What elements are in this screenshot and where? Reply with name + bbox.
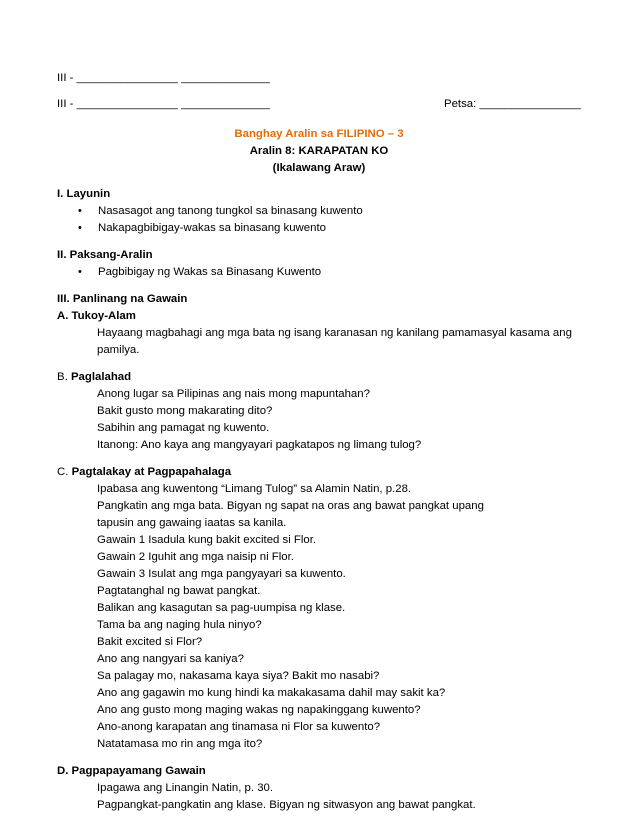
subsection-title: Pagtalakay at Pagpapahalaga [71,466,232,478]
text-line: Ano ang nangyari sa kaniya? [97,653,244,665]
text-line: Balikan ang kasagutan sa pag-uumpisa ng klase. [97,602,346,614]
text-line: Hayaang magbahagi ang mga bata ng isang karanasan ng kanilang pamamasyal kasama ang [97,327,572,339]
text-line: Gawain 3 Isulat ang mga pangyayari sa kuwento. [97,568,346,580]
text-line: Anong lugar sa Pilipinas ang nais mong mapuntahan? [97,388,370,400]
bullet-icon: • [78,222,82,234]
objective-item: Nakapagbibigay-wakas sa binasang kuwento [98,222,326,234]
text-line: tapusin ang gawaing iaatas sa kanila. [97,517,287,529]
text-line: Ano-anong karapatan ang tinamasa ni Flor sa kuwento? [97,721,381,733]
subsection-prefix: B. [57,371,71,383]
text-line: Sabihin ang pamagat ng kuwento. [97,422,270,434]
text-line: Gawain 1 Isadula kung bakit excited si Flor. [97,534,317,546]
header-grade-line: III - ________________ ______________ [57,98,270,110]
document-title: Banghay Aralin sa FILIPINO – 3 [234,128,404,140]
bullet-icon: • [78,266,82,278]
text-line: pamilya. [97,344,140,356]
text-line: Sa palagay mo, nakasama kaya siya? Bakit mo nasabi? [97,670,380,682]
text-line: Pagpangkat-pangkatin ang klase. Bigyan ng sitwasyon ang bawat pangkat. [97,799,476,811]
text-line: Tama ba ang naging hula ninyo? [97,619,262,631]
text-line: Bakit gusto mong makarating dito? [97,405,273,417]
lesson-day: (Ikalawang Araw) [272,162,366,174]
subsection-heading-pagpapayamang: D. Pagpapayamang Gawain [57,765,206,777]
text-line: Pangkatin ang mga bata. Bigyan ng sapat na oras ang bawat pangkat upang [97,500,484,512]
objective-item: Nasasagot ang tanong tungkol sa binasang kuwento [98,205,363,217]
header-name-line: III - ________________ ______________ [57,72,270,84]
section-heading-panlinang: III. Panlinang na Gawain [57,293,188,305]
text-line: Gawain 2 Iguhit ang mga naisip ni Flor. [97,551,294,563]
subject-item: Pagbibigay ng Wakas sa Binasang Kuwento [98,266,322,278]
subsection-heading-paglalahad [57,370,131,384]
lesson-title: Aralin 8: KARAPATAN KO [249,145,389,157]
bullet-icon: • [78,205,82,217]
text-line: Natatamasa mo rin ang mga ito? [97,738,263,750]
text-line: Ipagawa ang Linangin Natin, p. 30. [97,782,274,794]
section-heading-paksang-aralin: II. Paksang-Aralin [57,249,153,261]
section-heading-layunin: I. Layunin [57,188,111,200]
text-line: Itanong: Ano kaya ang mangyayari pagkatapos ng limang tulog? [97,439,422,451]
text-line: Bakit excited si Flor? [97,636,203,648]
subsection-prefix: C. [57,466,72,478]
subsection-title: Paglalahad [70,371,132,383]
subsection-heading-tukoy-alam: A. Tukoy-Alam [57,310,136,322]
text-line: Ano ang gusto mong maging wakas ng napakinggang kuwento? [97,704,421,716]
text-line: Ano ang gagawin mo kung hindi ka makakasama dahil may sakit ka? [97,687,446,699]
text-line: Pagtatanghal ng bawat pangkat. [97,585,261,597]
text-line: Ipabasa ang kuwentong “Limang Tulog” sa Alamin Natin, p.28. [97,483,412,495]
date-field: Petsa: ________________ [444,98,581,110]
subsection-heading-pagtalakay [57,465,231,479]
